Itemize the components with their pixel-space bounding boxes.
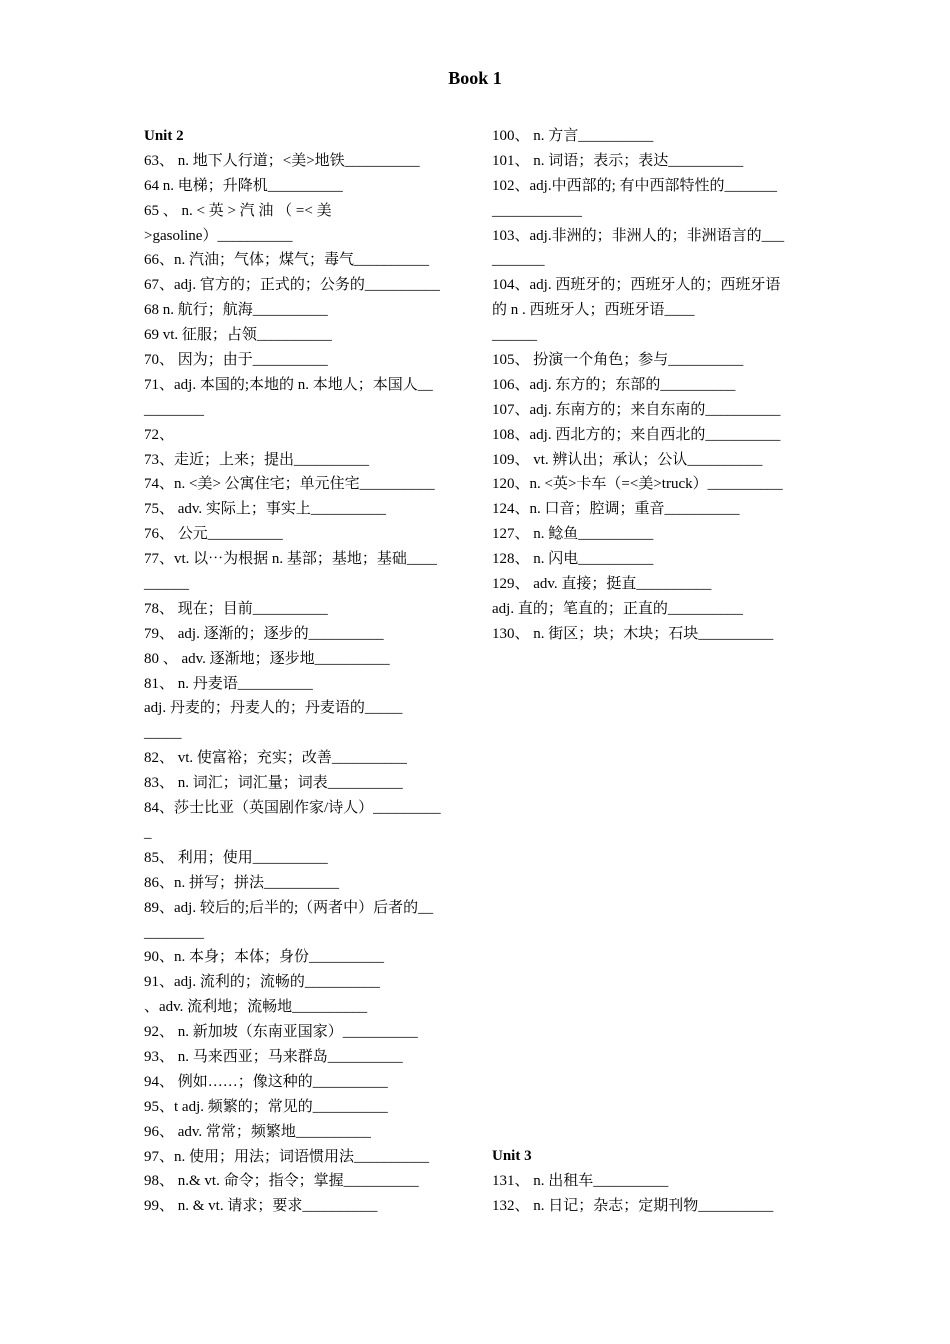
vocab-item: 102、adj.中西部的; 有中西部特性的_______ [492,177,777,194]
vocab-item: 66、n. 汽油；气体；煤气；毒气__________ [144,252,430,269]
vocab-item: 68 n. 航行；航海__________ [144,302,328,319]
vocab-item: 76、 公元__________ [144,526,283,543]
vocab-item: 78、 现在；目前__________ [144,600,328,617]
vocab-item: 72、 [144,426,175,443]
vocab-item: 81、 n. 丹麦语__________ [144,675,313,692]
vocab-item: 63、 n. 地下人行道；<美>地铁__________ [144,152,420,169]
vocab-item: adj. 丹麦的；丹麦人的；丹麦语的_____ [144,700,403,717]
vocab-item: 98、 n.& vt. 命令；指令；掌握__________ [144,1173,419,1190]
vocab-item: ______ [492,327,537,344]
vocab-item: 89、adj. 较后的;后半的;（两者中）后者的__ [144,899,434,916]
vocab-item: 86、n. 拼写；拼法__________ [144,874,340,891]
vocab-item: 95、t adj. 频繁的；常见的__________ [144,1098,388,1115]
vocab-item: ________ [144,401,204,418]
vocab-item: 127、 n. 鲶鱼__________ [492,526,654,543]
vocab-item: 101、 n. 词语；表示；表达__________ [492,152,744,169]
vocab-item: ______ [144,576,189,593]
vocab-item: 129、 adv. 直接；挺直__________ [492,576,712,593]
left-column [144,124,459,1219]
vocab-item: 109、 vt. 辨认出；承认；公认__________ [492,451,763,468]
vocab-item: 107、adj. 东南方的；来自东南的__________ [492,401,781,418]
unit-heading: Unit 3 [492,1148,532,1164]
vocab-item: 74、n. <美> 公寓住宅；单元住宅__________ [144,476,435,493]
vocab-item: 77、vt. 以⋯为根据 n. 基部；基地；基础____ [144,551,437,568]
vocab-item: 85、 利用；使用__________ [144,849,328,866]
right-column [492,124,807,647]
unit-heading: Unit 2 [144,128,184,144]
vocab-item: 64 n. 电梯；升降机__________ [144,177,343,194]
vocab-item: 99、 n. & vt. 请求；要求__________ [144,1198,378,1215]
vocab-item: 69 vt. 征服；占领__________ [144,327,332,344]
vocab-item: 80 、 adv. 逐渐地；逐步地__________ [144,650,390,667]
vocab-item: 92、 n. 新加坡（东南亚国家）__________ [144,1024,418,1041]
vocab-item: _____ [144,725,182,742]
vocab-item: 120、n. <英>卡车（=<美>truck）__________ [492,476,783,493]
vocab-item: 73、走近；上来；提出__________ [144,451,370,468]
vocab-item: 105、 扮演一个角色；参与__________ [492,352,744,369]
vocab-item: 70、 因为；由于__________ [144,352,328,369]
unit3-section [492,1144,807,1219]
vocab-item: 65 、 n. < 英 > 汽 油 （ =< 美 [144,202,332,219]
vocab-item: 93、 n. 马来西亚；马来群岛__________ [144,1048,403,1065]
vocab-item: adj. 直的；笔直的；正直的__________ [492,600,743,617]
vocab-item: 82、 vt. 使富裕；充实；改善__________ [144,750,407,767]
vocab-item: 106、adj. 东方的；东部的__________ [492,376,736,393]
vocab-item: 108、adj. 西北方的；来自西北的__________ [492,426,781,443]
vocab-item: _ [144,824,152,841]
vocab-item: 124、n. 口音；腔调；重音__________ [492,501,740,518]
vocab-item: ________ [144,924,204,941]
vocab-item: 79、 adj. 逐渐的；逐步的__________ [144,625,384,642]
vocab-item: 104、adj. 西班牙的；西班牙人的；西班牙语 [492,277,781,294]
page-title: Book 1 [448,68,502,88]
vocab-item: 67、adj. 官方的；正式的；公务的__________ [144,277,440,294]
vocab-item: 91、adj. 流利的；流畅的__________ [144,974,380,991]
vocab-item: 90、n. 本身；本体；身份__________ [144,949,385,966]
vocab-item: 84、莎士比亚（英国剧作家/诗人）_________ [144,800,441,817]
vocab-item: 71、adj. 本国的;本地的 n. 本地人；本国人__ [144,376,433,393]
vocab-item: _______ [492,252,545,269]
vocab-item: 75、 adv. 实际上；事实上__________ [144,501,386,518]
vocab-item: >gasoline）__________ [144,227,293,244]
vocab-item: 130、 n. 街区；块；木块；石块__________ [492,625,774,642]
vocab-item: 131、 n. 出租车__________ [492,1172,669,1189]
vocab-item: 100、 n. 方言__________ [492,128,654,144]
vocab-item: 的 n . 西班牙人；西班牙语____ [492,302,695,319]
vocab-item: 97、n. 使用；用法；词语惯用法__________ [144,1148,430,1165]
vocab-item: 103、adj.非洲的；非洲人的；非洲语言的___ [492,227,785,244]
vocab-item: 128、 n. 闪电__________ [492,551,654,568]
vocab-item: ____________ [492,202,582,219]
vocab-item: 132、 n. 日记；杂志；定期刊物__________ [492,1197,774,1214]
vocab-item: 、adv. 流利地；流畅地__________ [144,999,368,1016]
vocab-item: 96、 adv. 常常；频繁地__________ [144,1123,371,1140]
vocab-item: 94、 例如……；像这种的__________ [144,1073,388,1090]
vocab-item: 83、 n. 词汇；词汇量；词表__________ [144,775,403,792]
